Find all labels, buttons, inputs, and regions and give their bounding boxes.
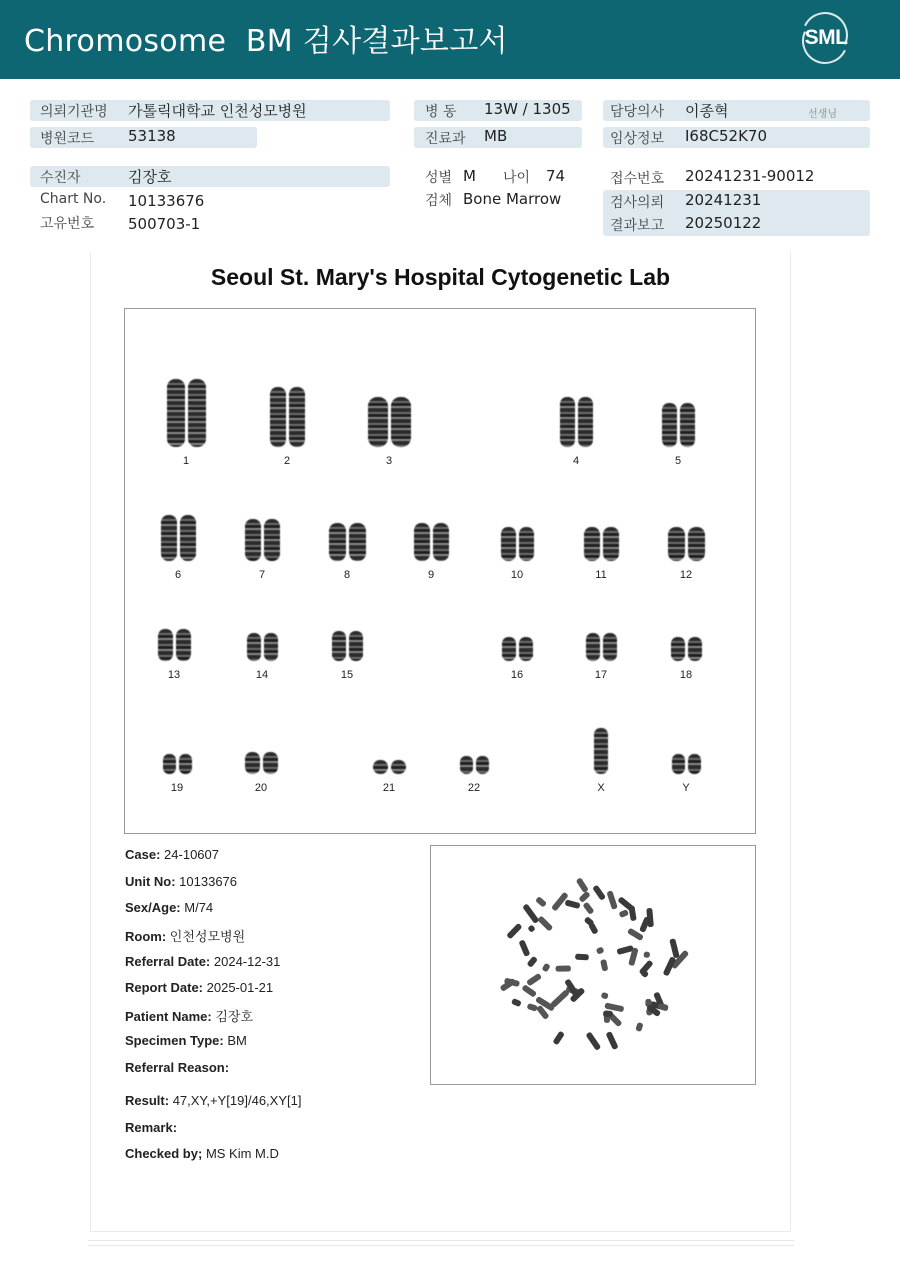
chromosome-1-copy-2 (188, 379, 206, 447)
chromosome-4-copy-1 (560, 397, 575, 447)
metaphase-chromosome (596, 946, 605, 954)
request-date-label: 검사의뢰 (610, 195, 665, 211)
chromosome-15-copy-1 (332, 631, 346, 661)
chromosome-9-copy-2 (433, 523, 449, 561)
chromosome-18-copy-1 (671, 637, 685, 661)
chromosome-14-copy-2 (264, 633, 278, 661)
chromosome-Y-copy-2 (688, 754, 701, 774)
chromosome-11-copy-2 (603, 527, 619, 561)
metaphase-spread-image (431, 846, 755, 1084)
hospital-value: 가톨릭대학교 인천성모병원 (128, 102, 307, 120)
page-divider (88, 1240, 794, 1246)
metaphase-chromosome (669, 938, 680, 958)
metaphase-chromosome (658, 1003, 669, 1011)
metaphase-chromosome (575, 954, 589, 961)
checked-by-line: Checked by; MS Kim M.D (125, 1146, 279, 1161)
chromosome-10-copy-1 (501, 527, 516, 561)
chromosome-label: 7 (258, 569, 266, 581)
chromosome-5-copy-2 (680, 403, 695, 447)
metaphase-chromosome (635, 1022, 643, 1032)
chromosome-2-copy-1 (270, 387, 286, 447)
metaphase-chromosome (535, 896, 547, 908)
chromosome-label: 20 (254, 782, 268, 794)
chromosome-label: 18 (679, 669, 693, 681)
chromosome-label: 21 (382, 782, 396, 794)
chromosome-21-copy-2 (391, 760, 406, 774)
chromosome-label: 11 (595, 569, 607, 581)
ward-label: 병 동 (425, 104, 457, 120)
hospital-code-label: 병원코드 (40, 131, 95, 147)
metaphase-chromosome (606, 890, 617, 910)
chromosome-label: 4 (572, 455, 580, 467)
metaphase-chromosome (603, 1011, 613, 1017)
chromosome-label: 22 (467, 782, 481, 794)
metaphase-chromosome (522, 903, 539, 924)
chromosome-11-copy-1 (584, 527, 600, 561)
chromosome-13-copy-1 (158, 629, 173, 661)
clinical-info-label: 임상정보 (610, 131, 665, 147)
remark-line: Remark: (125, 1120, 178, 1135)
receipt-no-value: 20241231-90012 (685, 167, 815, 185)
metaphase-chromosome (521, 984, 537, 998)
chromosome-9-copy-1 (414, 523, 430, 561)
logo-text: SML (804, 26, 848, 49)
unique-no-value: 500703-1 (128, 215, 201, 233)
chromosome-13-copy-2 (176, 629, 191, 661)
chromosome-1-copy-1 (167, 379, 185, 447)
metaphase-chromosome (527, 1003, 538, 1012)
chromosome-6-copy-1 (161, 515, 177, 561)
chromosome-17-copy-1 (586, 633, 600, 661)
chromosome-label: 13 (167, 669, 181, 681)
report-date-value: 20250122 (685, 214, 762, 232)
chromosome-label: 15 (340, 669, 354, 681)
report-date-label: 결과보고 (610, 218, 665, 234)
chromosome-label: 10 (510, 569, 524, 581)
chromosome-label: 14 (255, 669, 269, 681)
ward-value: 13W / 1305 (484, 100, 571, 118)
metaphase-chromosome (576, 877, 589, 893)
chromosome-8-copy-1 (329, 523, 346, 561)
chromosome-15-copy-2 (349, 631, 363, 661)
metaphase-chromosome (592, 885, 606, 901)
chromosome-16-copy-2 (519, 637, 533, 661)
metaphase-chromosome (555, 965, 570, 971)
report-title: Chromosome BM 검사결과보고서 (24, 24, 508, 59)
chromosome-5-copy-1 (662, 403, 677, 447)
sex-value: M (463, 167, 476, 185)
receipt-no-label: 접수번호 (610, 171, 665, 187)
chromosome-12-copy-1 (668, 527, 685, 561)
metaphase-chromosome (578, 891, 590, 903)
chromosome-3-copy-1 (368, 397, 388, 447)
chromosome-4-copy-2 (578, 397, 593, 447)
hospital-code-value: 53138 (128, 127, 176, 145)
chromosome-7-copy-1 (245, 519, 261, 561)
metaphase-chromosome (511, 998, 522, 1007)
chromosome-18-copy-2 (688, 637, 702, 661)
sex-label: 성별 (425, 170, 453, 186)
metaphase-chromosome (601, 992, 609, 1000)
department-value: MB (484, 127, 508, 145)
chromosome-label: 5 (674, 455, 682, 467)
chromosome-2-copy-2 (289, 387, 305, 447)
chromosome-label: X (597, 782, 605, 794)
chromosome-Y-copy-1 (672, 754, 685, 774)
request-date-value: 20241231 (685, 191, 762, 209)
specimen-type-line: Specimen Type: BM (125, 1033, 247, 1048)
lab-title: Seoul St. Mary's Hospital Cytogenetic Lab (210, 264, 671, 290)
patient-field (30, 166, 390, 187)
chromosome-label: Y (682, 782, 690, 794)
chromosome-label: 6 (174, 569, 182, 581)
chromosome-label: 2 (283, 455, 291, 467)
result-line: Result: 47,XY,+Y[19]/46,XY[1] (125, 1093, 302, 1108)
chromosome-label: 19 (170, 782, 184, 794)
chromosome-8-copy-2 (349, 523, 366, 561)
chromosome-16-copy-1 (502, 637, 516, 661)
sml-logo (798, 12, 854, 64)
report-header (0, 0, 900, 79)
case-line: Case: 24-10607 (125, 847, 219, 862)
chromosome-10-copy-2 (519, 527, 534, 561)
specimen-label: 검체 (425, 193, 453, 209)
chromosome-19-copy-1 (163, 754, 176, 774)
referral-reason-line: Referral Reason: (125, 1060, 230, 1075)
report-date-line: Report Date: 2025-01-21 (125, 980, 274, 995)
metaphase-chromosome (527, 924, 536, 933)
sex-age-line: Sex/Age: M/74 (125, 900, 214, 915)
chromosome-6-copy-2 (180, 515, 196, 561)
chromosome-21-copy-1 (373, 760, 388, 774)
chart-no-value: 10133676 (128, 192, 205, 210)
metaphase-chromosome (550, 989, 570, 1008)
doctor-label: 담당의사 (610, 104, 665, 120)
unit-no-line: Unit No: 10133676 (125, 874, 238, 889)
metaphase-chromosome (552, 1031, 565, 1046)
metaphase-chromosome (542, 963, 551, 973)
chromosome-17-copy-2 (603, 633, 617, 661)
chromosome-X-copy-1 (594, 728, 608, 774)
metaphase-chromosome (506, 923, 522, 940)
metaphase-chromosome (585, 1031, 601, 1050)
chart-no-label: Chart No. (40, 191, 107, 207)
referral-date-line: Referral Date: 2024-12-31 (125, 954, 281, 969)
chromosome-label: 8 (343, 569, 351, 581)
chromosome-label: 17 (594, 669, 608, 681)
metaphase-chromosome (606, 1031, 619, 1050)
metaphase-chromosome (582, 902, 594, 915)
chromosome-14-copy-1 (247, 633, 261, 661)
chromosome-19-copy-2 (179, 754, 192, 774)
doctor-suffix: 선생님 (808, 109, 837, 120)
metaphase-chromosome (526, 956, 538, 968)
metaphase-panel (430, 845, 756, 1085)
karyotype-panel (124, 308, 756, 834)
chromosome-label: 16 (510, 669, 524, 681)
metaphase-chromosome (526, 973, 542, 987)
metaphase-chromosome (600, 959, 608, 971)
department-label: 진료과 (425, 131, 466, 147)
chromosome-label: 12 (679, 569, 693, 581)
metaphase-chromosome (537, 915, 553, 931)
chromosome-22-copy-1 (460, 756, 473, 774)
age-value: 74 (546, 167, 566, 185)
chromosome-label: 1 (182, 455, 190, 467)
specimen-value: Bone Marrow (463, 190, 562, 208)
chromosome-label: 9 (427, 569, 435, 581)
chromosome-label: 3 (385, 455, 393, 467)
unique-no-label: 고유번호 (40, 216, 95, 232)
chromosome-12-copy-2 (688, 527, 705, 561)
chromosome-22-copy-2 (476, 756, 489, 774)
metaphase-chromosome (518, 939, 530, 957)
chromosome-7-copy-2 (264, 519, 280, 561)
clinical-info-value: I68C52K70 (685, 127, 767, 145)
metaphase-chromosome (643, 951, 650, 958)
patient-value: 김장호 (128, 168, 172, 186)
age-label: 나이 (503, 170, 531, 186)
doctor-value: 이종혁 (685, 102, 729, 120)
room-line: Room: 인천성모병원 (125, 929, 246, 944)
metaphase-chromosome (619, 909, 630, 918)
chromosome-20-copy-2 (263, 752, 278, 774)
chromosome-3-copy-2 (391, 397, 411, 447)
metaphase-chromosome (565, 899, 581, 909)
hospital-label: 의뢰기관명 (40, 104, 108, 120)
patient-name-line: Patient Name: 김장호 (125, 1009, 254, 1024)
chromosome-20-copy-1 (245, 752, 260, 774)
patient-label: 수진자 (40, 170, 81, 186)
